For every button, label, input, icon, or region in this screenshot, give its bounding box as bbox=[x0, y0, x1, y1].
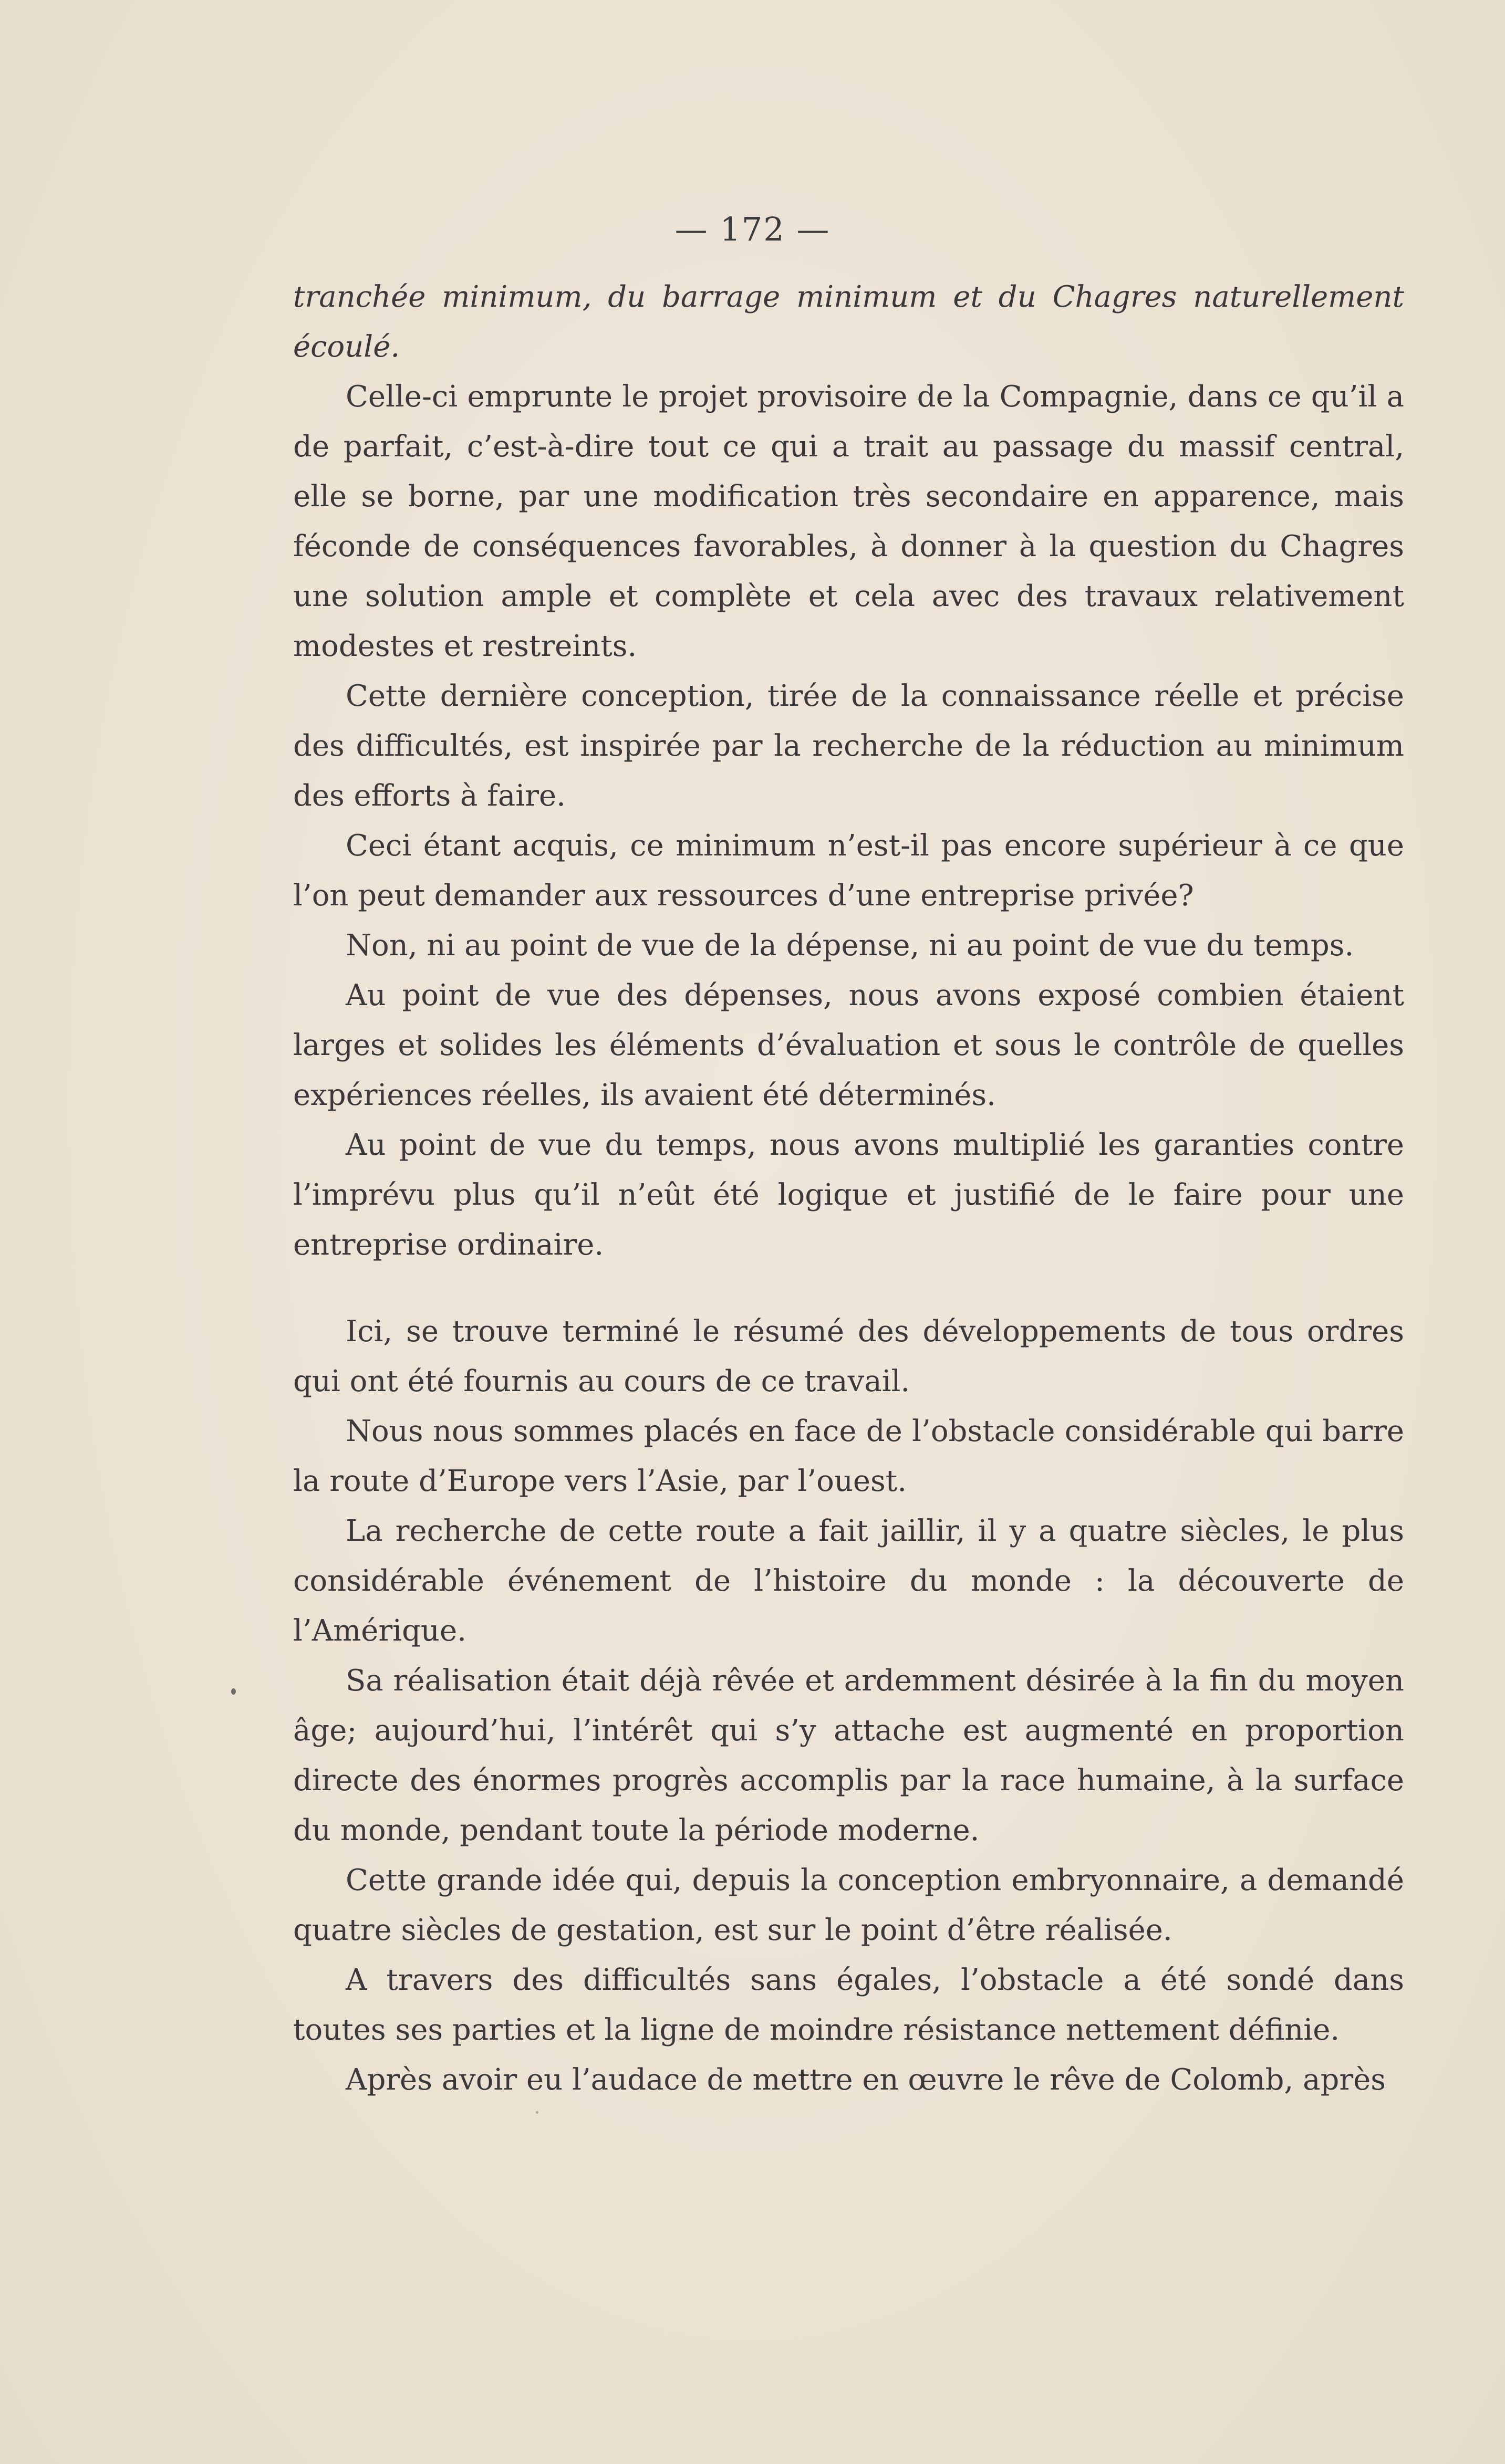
paragraph: Au point de vue des dépenses, nous avons exposé combien étaient larges et solides les éléments d’évaluation et sous le contrôle de quelles expériences réelles, ils avaient été déterminés. bbox=[293, 978, 1404, 1112]
paragraph: A travers des difficultés sans égales, l’obstacle a été sondé dans toutes ses parties et la ligne de moindre résistance nettement définie. bbox=[293, 1963, 1404, 2047]
paragraph: Au point de vue du temps, nous avons multiplié les garanties contre l’imprévu plus qu’il n’eût été logique et justifié de le faire pour une entreprise ordinaire. bbox=[293, 1128, 1404, 1262]
paragraph: Après avoir eu l’audace de mettre en œuvre le rêve de Colomb, après bbox=[346, 2063, 1386, 2097]
paragraph: La recherche de cette route a fait jaillir, il y a quatre siècles, le plus considérable événement de l’histoire du monde : la découverte de l’Amérique. bbox=[293, 1514, 1404, 1648]
paper-speck bbox=[536, 2111, 538, 2114]
page-number: — 172 — bbox=[674, 210, 831, 248]
paragraph: Cette dernière conception, tirée de la connaissance réelle et précise des difficultés, est inspirée par la recherche de la réduction au minimum des efforts à faire. bbox=[293, 679, 1404, 813]
paragraph: Ici, se trouve terminé le résumé des développements de tous ordres qui ont été fournis au cours de ce travail. bbox=[293, 1314, 1404, 1398]
paragraph-continuation: tranchée minimum, du barrage minimum et du Chagres naturellement écoulé. bbox=[293, 280, 1404, 364]
paragraph: Nous nous sommes placés en face de l’obstacle considérable qui barre la route d’Europe vers l’Asie, par l’ouest. bbox=[293, 1414, 1404, 1498]
paragraph: Non, ni au point de vue de la dépense, ni au point de vue du temps. bbox=[346, 928, 1354, 963]
paper-speck bbox=[231, 1688, 236, 1695]
paragraph: Celle-ci emprunte le projet provisoire de la Compagnie, dans ce qu’il a de parfait, c’est-à-dire tout ce qui a trait au passage du massif central, elle se borne, par une modification très secondaire en apparence, mais féconde de conséquences favorables, à donner à la question du Chagres une solution ample et complète et cela avec des travaux relativement modestes et restreints. bbox=[293, 380, 1404, 663]
paragraph: Sa réalisation était déjà rêvée et ardemment désirée à la fin du moyen âge; aujourd’hui, l’intérêt qui s’y attache est augmenté en proportion directe des énormes progrès accomplis par la race humaine, à la surface du monde, pendant toute la période moderne. bbox=[293, 1664, 1404, 1847]
paragraph: Cette grande idée qui, depuis la conception embryonnaire, a demandé quatre siècles de gestation, est sur le point d’être réalisée. bbox=[293, 1863, 1404, 1947]
paragraph: Ceci étant acquis, ce minimum n’est-il pas encore supérieur à ce que l’on peut demander aux ressources d’une entreprise privée? bbox=[293, 829, 1404, 913]
body-text bbox=[293, 272, 1404, 2105]
